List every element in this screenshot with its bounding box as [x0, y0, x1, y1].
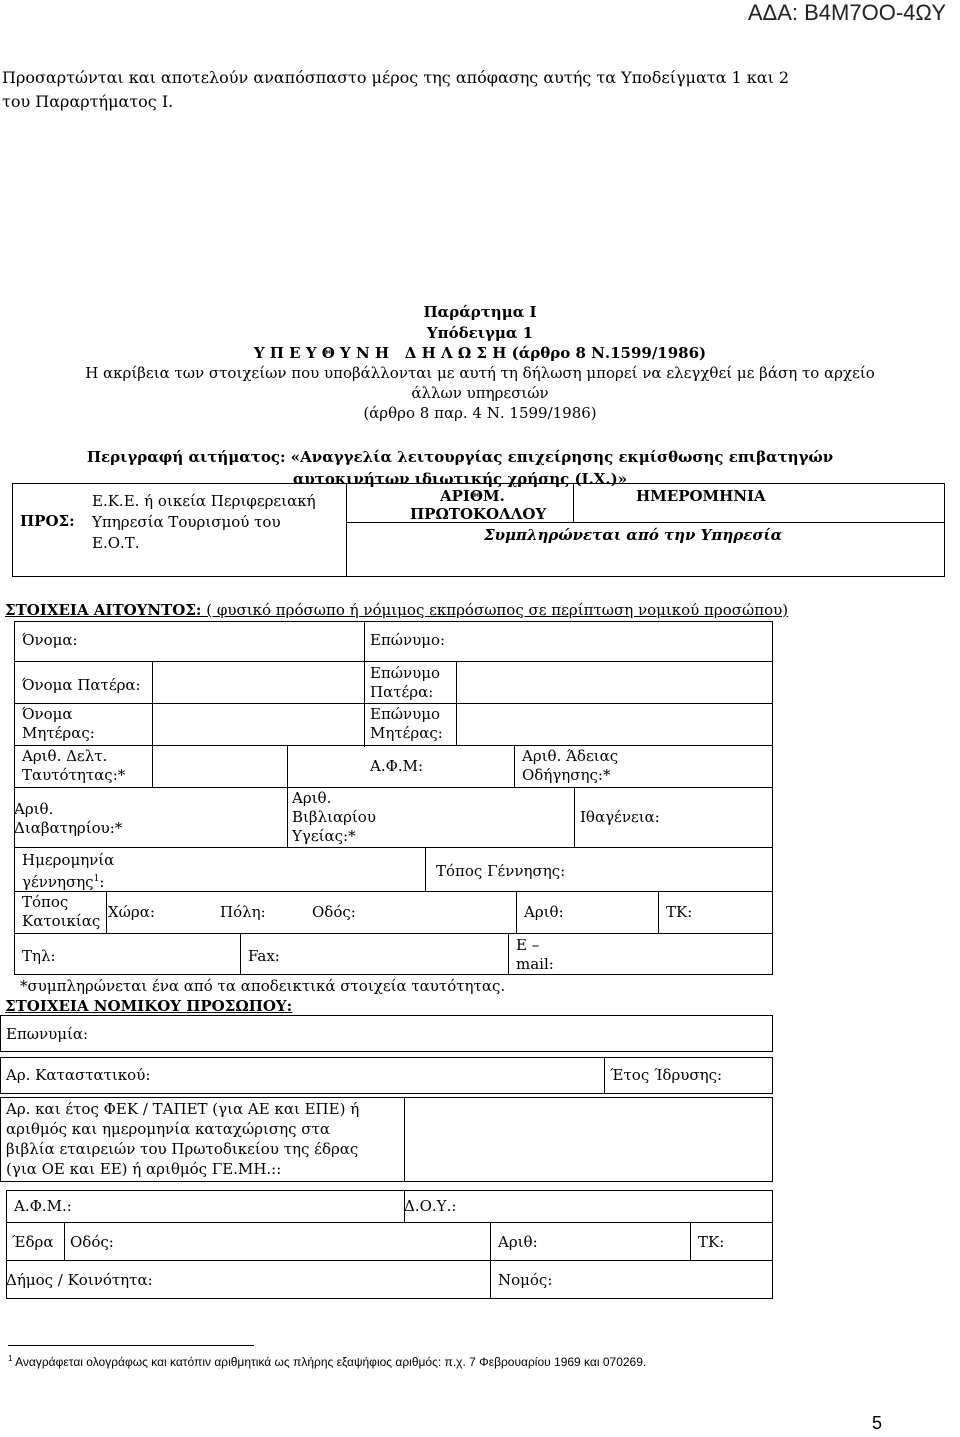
intro-line-1: Προσαρτώνται και αποτελούν αναπόσπαστο μέρος της απόφασης αυτής τα Υποδείγματα 1 και 2: [2, 68, 790, 87]
legal-afm-label: Α.Φ.Μ.:: [14, 1197, 72, 1215]
fax-label: Fax:: [248, 947, 280, 965]
appendix-title: Παράρτημα Ι: [423, 303, 537, 321]
seat-label: Έδρα: [12, 1233, 54, 1251]
health-book-label: Αριθ. Βιβλιαρίου Υγείας:*: [292, 789, 376, 845]
accuracy-note-3: (άρθρο 8 παρ. 4 Ν. 1599/1986): [363, 404, 597, 422]
tax-office-label: Δ.Ο.Υ.:: [404, 1197, 457, 1215]
protocol-label: ΠΡΩΤΟΚΟΛΛΟΥ: [410, 505, 547, 523]
applicant-name-label: Όνομα:: [22, 631, 78, 649]
birthdate-label: Ημερομηνία γέννησης$^1$:: [22, 851, 115, 891]
footnote-separator: [8, 1345, 254, 1346]
applicant-afm-label: Α.Φ.Μ:: [370, 757, 424, 775]
legal-heading: ΣΤΟΙΧΕΙΑ ΝΟΜΙΚΟΥ ΠΡΟΣΩΠΟΥ:: [5, 997, 293, 1015]
postcode-label: ΤΚ:: [666, 903, 693, 921]
passport-label: Αριθ. Διαβατηρίου:*: [14, 800, 123, 837]
municipality-label: Δήμος / Κοινότητα:: [6, 1271, 153, 1289]
protocol-number-label: ΑΡΙΘΜ.: [440, 487, 505, 505]
identity-footnote: *συμπληρώνεται ένα από τα αποδεικτικά στοιχεία ταυτότητας.: [20, 977, 506, 995]
birthplace-label: Τόπος Γέννησης:: [436, 862, 566, 880]
accuracy-note-1: Η ακρίβεια των στοιχείων που υποβάλλονται με αυτή τη δήλωση μπορεί να ελεγχθεί με βάση το αρχείο: [85, 364, 875, 382]
driving-license-label: Αριθ. Άδειας Οδήγησης:*: [522, 747, 619, 784]
intro-line-2: του Παραρτήματος Ι.: [2, 92, 174, 111]
country-label: Χώρα:: [108, 903, 155, 921]
mother-surname-label: Επώνυμο Μητέρας:: [370, 705, 443, 742]
recipient-label: ΠΡΟΣ:: [20, 512, 75, 530]
applicant-surname-label: Επώνυμο:: [370, 631, 446, 649]
declaration-title: Υ Π Ε Υ Θ Υ Ν Η Δ Η Λ Ω Σ Η (άρθρο 8 Ν.1599/1986): [253, 344, 707, 362]
legal-number-label: Αριθ:: [498, 1233, 538, 1251]
recipient-name: Ε.Κ.Ε. ή οικεία Περιφερειακή Υπηρεσία Τουρισμού του Ε.Ο.Τ.: [92, 492, 316, 552]
street-label: Οδός:: [312, 903, 356, 921]
legal-street-label: Οδός:: [70, 1233, 114, 1251]
founding-year-label: Έτος Ίδρυσης:: [610, 1066, 723, 1084]
request-description-2: αυτοκινήτων ιδιωτικής χρήσης (Ι.Χ.)»: [292, 470, 628, 488]
residence-label: Τόπος Κατοικίας: [22, 893, 101, 930]
legal-postcode-label: ΤΚ:: [698, 1233, 725, 1251]
accuracy-note-2: άλλων υπηρεσιών: [411, 384, 549, 402]
father-name-label: Όνομα Πατέρα:: [22, 676, 141, 694]
date-label: ΗΜΕΡΟΜΗΝΙΑ: [636, 487, 766, 505]
filled-by-service: Συμπληρώνεται από την Υπηρεσία: [484, 526, 783, 544]
template-title: Υπόδειγμα 1: [426, 324, 534, 342]
company-name-label: Επωνυμία:: [6, 1025, 89, 1043]
birthdate-footnote: $^1$ Αναγράφεται ολογράφως και κατόπιν αριθμητικά ως πλήρης εξαψήφιος αριθμός: π.χ. 7 Φεβρουαρίου 1969 και 070269.: [8, 1354, 647, 1369]
request-description-1: Περιγραφή αιτήματος: «Αναγγελία λειτουργίας επιχείρησης εκμίσθωσης επιβατηγών: [86, 448, 834, 466]
ada-code: ΑΔΑ: Β4Μ7ΟΟ-4ΩΥ: [747, 0, 946, 25]
statute-number-label: Αρ. Καταστατικού:: [6, 1066, 151, 1084]
prefecture-label: Νομός:: [498, 1271, 553, 1289]
id-card-label: Αριθ. Δελτ. Ταυτότητας:*: [22, 747, 126, 784]
phone-label: Τηλ:: [22, 947, 56, 965]
email-label: E – mail:: [516, 936, 554, 973]
city-label: Πόλη:: [220, 903, 266, 921]
mother-name-label: Όνομα Μητέρας:: [22, 705, 95, 742]
intro-text: [2, 66, 789, 114]
applicant-heading: ΣΤΟΙΧΕΙΑ ΑΙΤΟΥΝΤΟΣ: ( φυσικό πρόσωπο ή νόμιμος εκπρόσωπος σε περίπτωση νομικού προσώπου): [5, 601, 789, 619]
street-number-label: Αριθ:: [524, 903, 564, 921]
fek-label: Αρ. και έτος ΦΕΚ / ΤΑΠΕΤ (για ΑΕ και ΕΠΕ) ή αριθμός και ημερομηνία καταχώρισης στα βιβλία εταιρειών του Πρωτοδικείου της έδρας (για ΟΕ και ΕΕ) ή αριθμός ΓΕ.ΜΗ.::: [6, 1100, 360, 1178]
nationality-label: Ιθαγένεια:: [580, 808, 660, 826]
page-number: 5: [872, 1413, 883, 1433]
father-surname-label: Επώνυμο Πατέρα:: [370, 664, 441, 701]
